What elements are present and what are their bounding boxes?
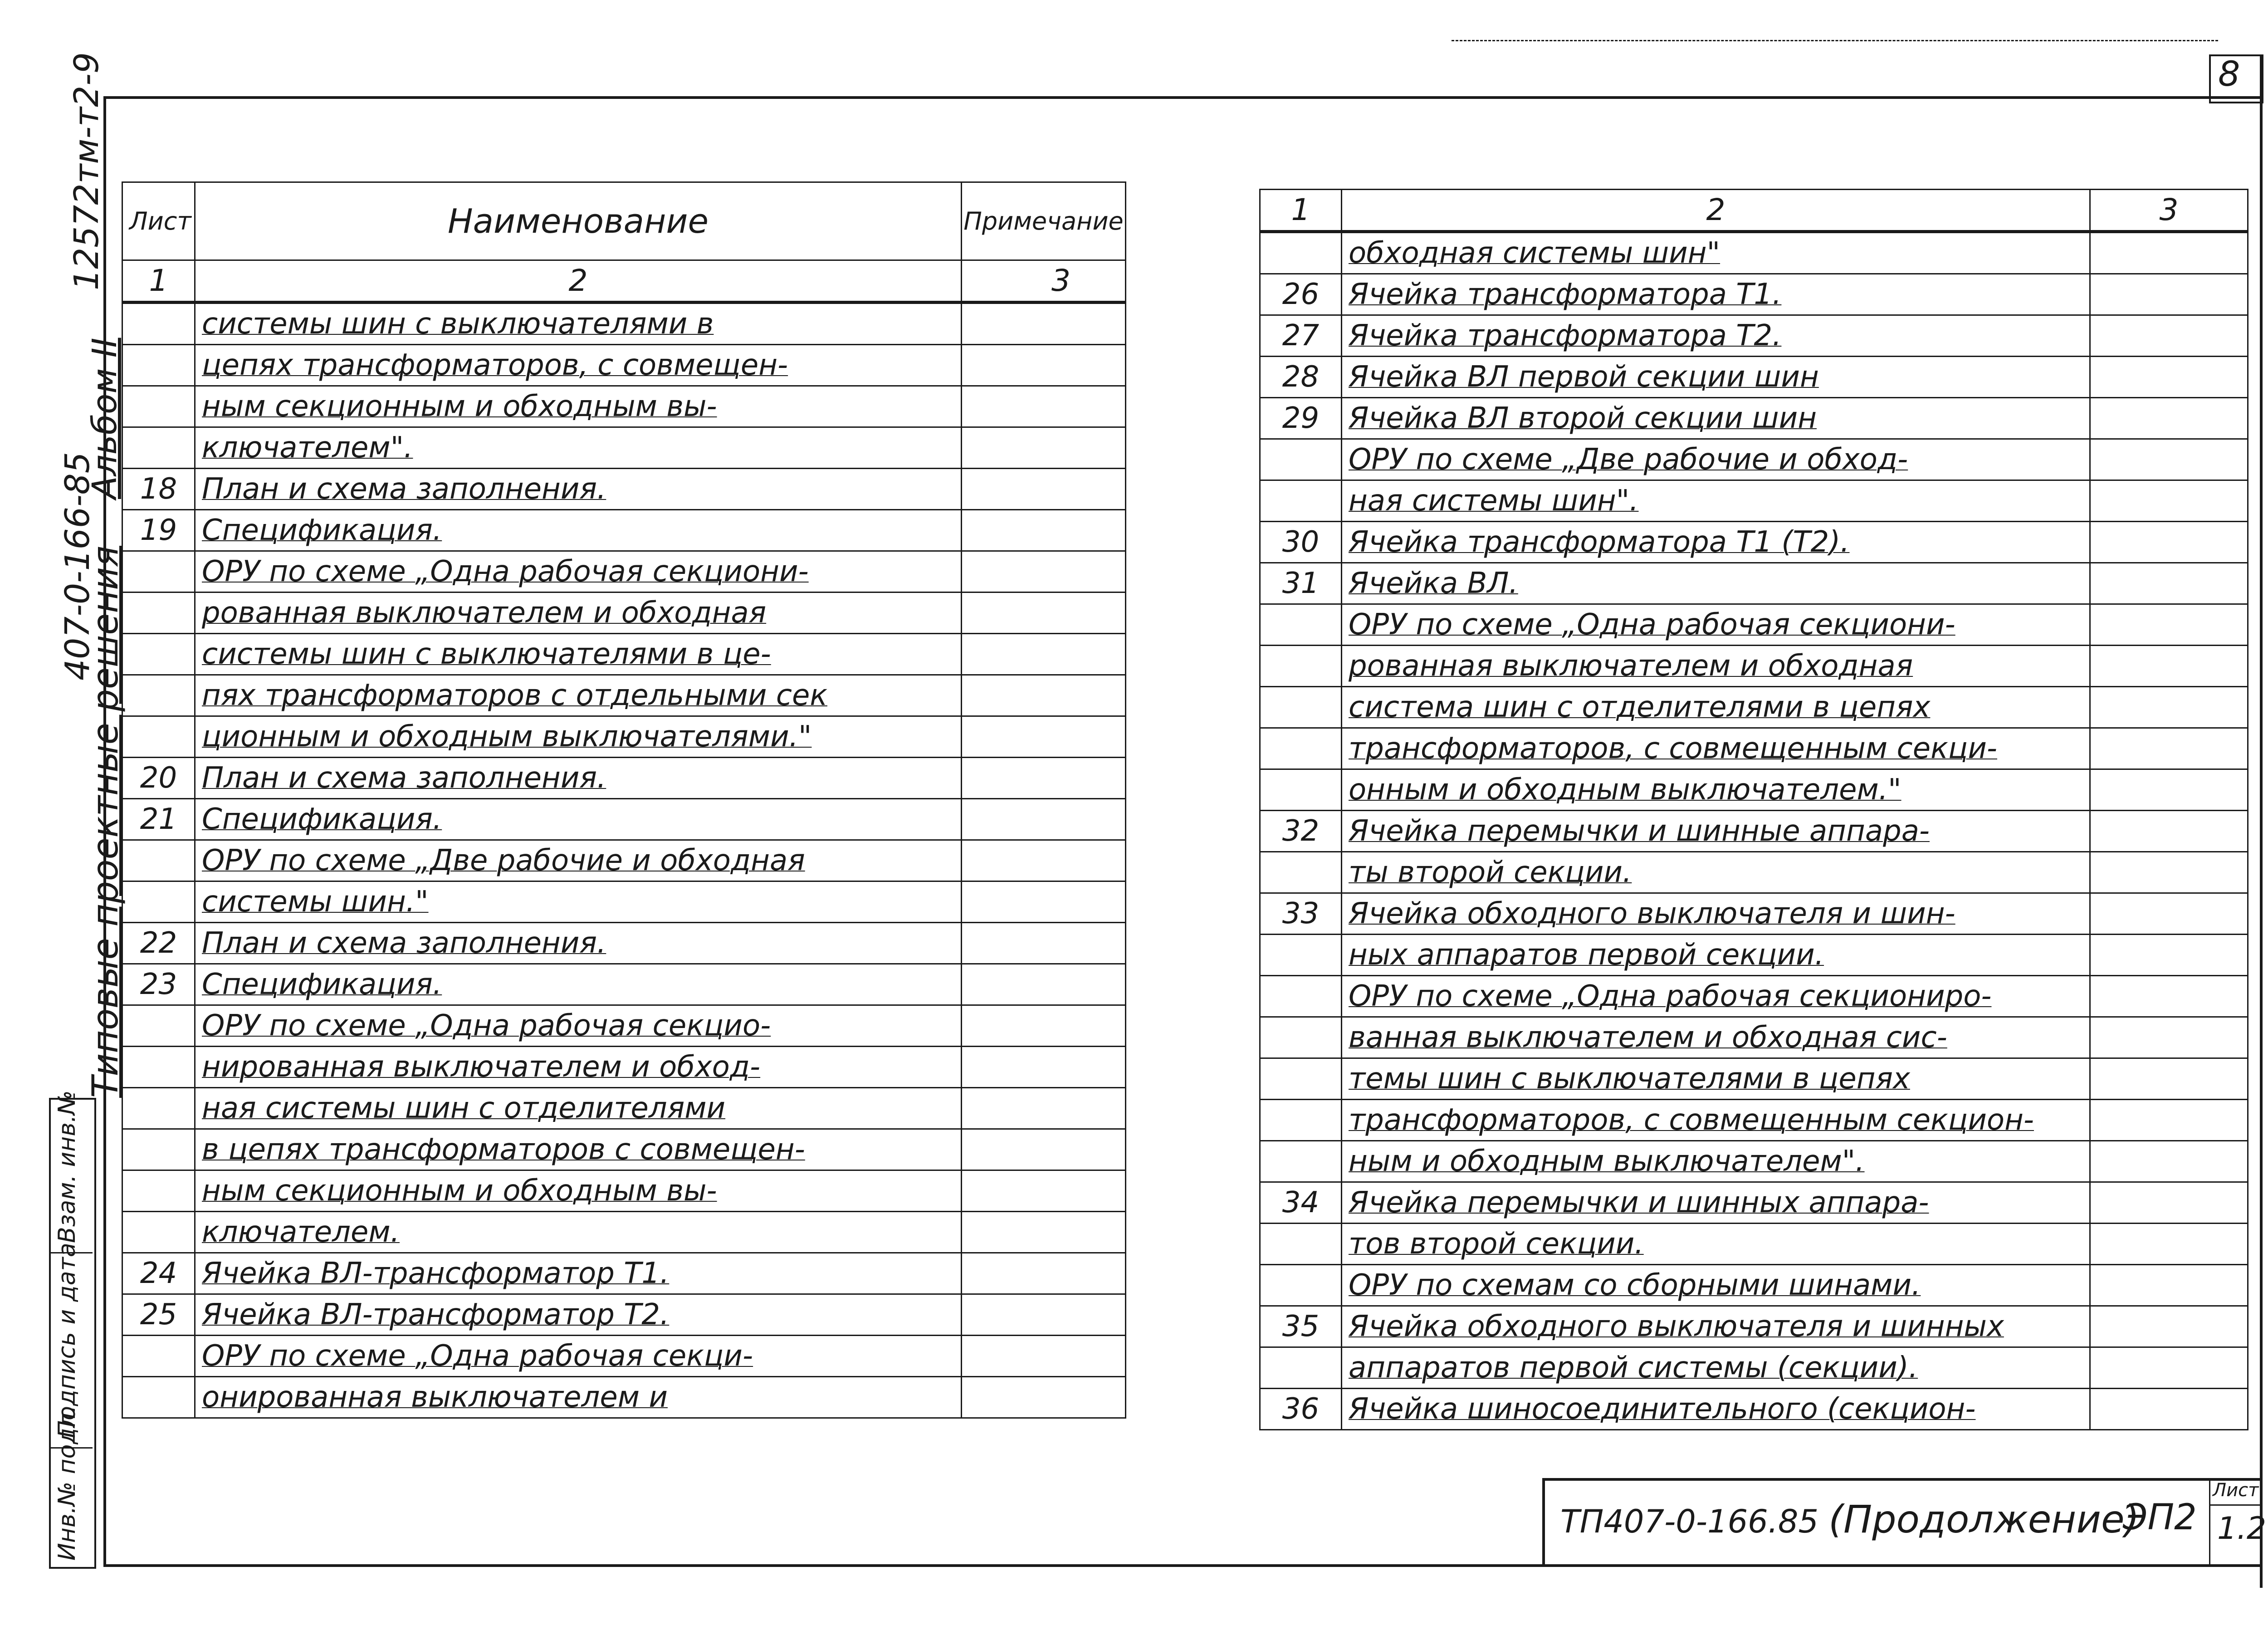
index-cell: 3 — [962, 260, 1126, 303]
section-code: ЭП2 — [2123, 1497, 2197, 1538]
note-cell — [962, 1088, 1126, 1129]
sheet-title-cell: ключателем. — [195, 1212, 962, 1253]
sheet-label: Лист — [2213, 1480, 2259, 1501]
note-cell — [962, 1253, 1126, 1294]
note-cell — [2090, 1100, 2248, 1141]
table-row — [1260, 439, 2248, 480]
sheet-number-cell — [1260, 1017, 1342, 1058]
left-register-table — [122, 181, 1126, 1419]
table-row — [122, 716, 1126, 758]
sheet-title-cell: ным секционным и обходным вы- — [195, 1170, 962, 1212]
sheet-title-cell: системы шин с выключателями в — [195, 303, 962, 345]
table-row — [122, 634, 1126, 675]
note-cell — [962, 427, 1126, 469]
table-row — [122, 675, 1126, 716]
sheet-number-cell: 20 — [122, 758, 195, 799]
index-cell: 2 — [195, 260, 962, 303]
sheet-title-cell: Ячейка шиносоединительного (секцион- — [1342, 1389, 2090, 1430]
sheet-title-cell: рованная выключателем и обходная — [1342, 646, 2090, 687]
sheet-title-cell: План и схема заполнения. — [195, 923, 962, 964]
note-cell — [2090, 852, 2248, 893]
sheet-title-cell: ОРУ по схеме „Одна рабочая секциони- — [1342, 604, 2090, 646]
sheet-title-cell: Ячейка ВЛ-трансформатор Т1. — [195, 1253, 962, 1294]
note-cell — [2090, 522, 2248, 563]
sheet-title-cell: онным и обходным выключателем." — [1342, 769, 2090, 811]
table-row — [122, 1377, 1126, 1418]
sheet-number-cell — [122, 592, 195, 634]
table-row — [122, 303, 1126, 345]
table-row — [1260, 935, 2248, 976]
table-row — [1260, 769, 2248, 811]
note-cell — [962, 716, 1126, 758]
sheet-title-cell: аппаратов первой системы (секции). — [1342, 1347, 2090, 1389]
sheet-number-cell — [122, 1377, 195, 1418]
note-cell — [962, 345, 1126, 386]
note-cell — [2090, 1306, 2248, 1347]
index-cell: 2 — [1342, 190, 2090, 232]
note-cell — [962, 1377, 1126, 1418]
sheet-title-cell: тов второй секции. — [1342, 1224, 2090, 1265]
table-row — [122, 386, 1126, 427]
sheet-number-cell — [122, 716, 195, 758]
note-cell — [2090, 1182, 2248, 1224]
table-index-row — [1260, 190, 2248, 232]
sheet-number-cell — [1260, 1347, 1342, 1389]
note-cell — [962, 634, 1126, 675]
sheet-title-cell: ных аппаратов первой секции. — [1342, 935, 2090, 976]
table-row — [122, 964, 1126, 1005]
sheet-title-cell: ОРУ по схемам со сборными шинами. — [1342, 1265, 2090, 1306]
sheet-label-line — [2209, 1504, 2260, 1506]
project-code: 407-0-166-85 — [58, 452, 97, 680]
table-row — [1260, 315, 2248, 357]
note-cell — [962, 510, 1126, 551]
sheet-number-cell — [122, 303, 195, 345]
sheet-title-cell: ключателем". — [195, 427, 962, 469]
header-sheet: Лист — [122, 182, 195, 260]
title-block-sheet-divider — [2209, 1478, 2210, 1564]
sheet-title-cell: ОРУ по схеме „Две рабочие и обходная — [195, 840, 962, 881]
note-cell — [962, 592, 1126, 634]
sheet-title-cell: Ячейка трансформатора Т1 (Т2). — [1342, 522, 2090, 563]
sheet-number-cell: 32 — [1260, 811, 1342, 852]
sheet-title-cell: Спецификация. — [195, 964, 962, 1005]
sheet-title-cell: ОРУ по схеме „Одна рабочая секциониро- — [1342, 976, 2090, 1017]
side-stamp-signature-date: Подпись и дата — [54, 1243, 81, 1438]
sheet-number-cell: 22 — [122, 923, 195, 964]
table-row — [1260, 563, 2248, 604]
note-cell — [2090, 274, 2248, 315]
table-row — [1260, 1141, 2248, 1182]
page-number: 8 — [2218, 54, 2240, 94]
sheet-number-cell: 18 — [122, 469, 195, 510]
frame-right-line — [2260, 54, 2263, 1588]
sheet-title-cell: ная системы шин". — [1342, 480, 2090, 522]
index-cell: 3 — [2090, 190, 2248, 232]
table-row — [122, 799, 1126, 840]
note-cell — [962, 1129, 1126, 1170]
sheet-number-cell: 21 — [122, 799, 195, 840]
frame-top-dash-line — [1452, 40, 2218, 41]
sheet-number-cell: 36 — [1260, 1389, 1342, 1430]
sheet-number-cell — [122, 1005, 195, 1047]
table-row — [1260, 852, 2248, 893]
note-cell — [2090, 357, 2248, 398]
sheet-number-cell: 35 — [1260, 1306, 1342, 1347]
note-cell — [962, 1170, 1126, 1212]
table-row — [1260, 728, 2248, 769]
table-row — [1260, 646, 2248, 687]
sheet-title-cell: Ячейка обходного выключателя и шинных — [1342, 1306, 2090, 1347]
sheet-number-cell: 29 — [1260, 398, 1342, 439]
sheet-title-cell: Ячейка ВЛ-трансформатор Т2. — [195, 1294, 962, 1336]
sheet-number-cell: 23 — [122, 964, 195, 1005]
sheet-number-cell — [1260, 439, 1342, 480]
note-cell — [2090, 1224, 2248, 1265]
table-row — [1260, 1224, 2248, 1265]
sheet-title-cell: онированная выключателем и — [195, 1377, 962, 1418]
sheet-number-cell — [122, 1212, 195, 1253]
sheet-number-cell — [122, 1170, 195, 1212]
sheet-number-cell — [122, 1088, 195, 1129]
table-row — [122, 1253, 1126, 1294]
sheet-number: 1.2 — [2217, 1511, 2267, 1547]
note-cell — [2090, 480, 2248, 522]
sheet-number-cell: 33 — [1260, 893, 1342, 935]
table-row — [1260, 232, 2248, 274]
title-block-divider — [1542, 1478, 1545, 1564]
sheet-number-cell: 30 — [1260, 522, 1342, 563]
sheet-title-cell: ОРУ по схеме „Две рабочие и обход- — [1342, 439, 2090, 480]
note-cell — [2090, 439, 2248, 480]
sheet-number-cell — [122, 427, 195, 469]
table-row — [122, 1212, 1126, 1253]
album-caption: Альбом II — [85, 338, 124, 499]
table-row — [122, 923, 1126, 964]
sheet-title-cell: Ячейка трансформатора Т1. — [1342, 274, 2090, 315]
note-cell — [2090, 935, 2248, 976]
sheet-number-cell — [1260, 852, 1342, 893]
table-row — [122, 469, 1126, 510]
sheet-number-cell — [1260, 1265, 1342, 1306]
note-cell — [962, 840, 1126, 881]
note-cell — [2090, 893, 2248, 935]
sheet-number-cell — [1260, 232, 1342, 274]
table-row — [1260, 274, 2248, 315]
sheet-title-cell: План и схема заполнения. — [195, 469, 962, 510]
sheet-title-cell: Ячейка ВЛ первой секции шин — [1342, 357, 2090, 398]
sheet-number-cell — [122, 345, 195, 386]
table-row — [1260, 357, 2248, 398]
table-row — [1260, 687, 2248, 728]
table-row — [1260, 398, 2248, 439]
sheet-title-cell: ционным и обходным выключателями." — [195, 716, 962, 758]
right-register-table — [1259, 189, 2248, 1430]
sheet-number-cell: 26 — [1260, 274, 1342, 315]
sheet-number-cell — [1260, 728, 1342, 769]
sheet-title-cell: Ячейка ВЛ. — [1342, 563, 2090, 604]
note-cell — [2090, 1347, 2248, 1389]
table-row — [122, 1005, 1126, 1047]
sheet-number-cell — [1260, 1224, 1342, 1265]
sheet-number-cell — [122, 386, 195, 427]
sheet-title-cell: Ячейка перемычки и шинные аппара- — [1342, 811, 2090, 852]
table-index-row — [122, 260, 1126, 303]
note-cell — [962, 758, 1126, 799]
table-row — [1260, 811, 2248, 852]
sheet-title-cell: Спецификация. — [195, 799, 962, 840]
sheet-title-cell: темы шин с выключателями в цепях — [1342, 1058, 2090, 1100]
sheet-number-cell — [122, 551, 195, 592]
sheet-title-cell: система шин с отделителями в цепях — [1342, 687, 2090, 728]
side-stamp-replace-no: Взам. инв.№ — [54, 1090, 81, 1243]
table-row — [1260, 1265, 2248, 1306]
table-row — [1260, 976, 2248, 1017]
table-row — [1260, 893, 2248, 935]
document-code — [1560, 1497, 2139, 1542]
sheet-title-cell: ОРУ по схеме „Одна рабочая секци- — [195, 1336, 962, 1377]
table-row — [1260, 1058, 2248, 1100]
note-cell — [2090, 1265, 2248, 1306]
title-block-top-line — [1542, 1478, 2260, 1481]
header-name: Наименование — [195, 182, 962, 260]
note-cell — [962, 1336, 1126, 1377]
note-cell — [2090, 811, 2248, 852]
note-cell — [962, 799, 1126, 840]
sheet-number-cell: 24 — [122, 1253, 195, 1294]
sheet-title-cell: в цепях трансформаторов с совмещен- — [195, 1129, 962, 1170]
sheet-title-cell: ная системы шин с отделителями — [195, 1088, 962, 1129]
note-cell — [962, 1047, 1126, 1088]
sheet-number-cell — [1260, 1100, 1342, 1141]
note-cell — [2090, 1141, 2248, 1182]
sheet-number-cell — [122, 634, 195, 675]
sheet-number-cell — [1260, 646, 1342, 687]
table-row — [122, 1336, 1126, 1377]
note-cell — [962, 469, 1126, 510]
note-cell — [962, 923, 1126, 964]
note-cell — [2090, 1389, 2248, 1430]
sheet-title-cell: ОРУ по схеме „Одна рабочая секциони- — [195, 551, 962, 592]
table-row — [122, 840, 1126, 881]
table-row — [122, 551, 1126, 592]
note-cell — [962, 675, 1126, 716]
note-cell — [2090, 1017, 2248, 1058]
note-cell — [962, 303, 1126, 345]
note-cell — [2090, 1058, 2248, 1100]
note-cell — [962, 551, 1126, 592]
note-cell — [2090, 687, 2248, 728]
sheet-title-cell: системы шин." — [195, 881, 962, 923]
sheet-number-cell: 19 — [122, 510, 195, 551]
table-row — [1260, 1182, 2248, 1224]
sheet-title-cell: ным секционным и обходным вы- — [195, 386, 962, 427]
table-row — [1260, 1389, 2248, 1430]
sheet-number-cell — [122, 1336, 195, 1377]
table-row — [1260, 1017, 2248, 1058]
note-cell — [962, 1212, 1126, 1253]
sheet-number-cell — [122, 675, 195, 716]
sheet-number-cell — [1260, 604, 1342, 646]
sheet-title-cell: Ячейка обходного выключателя и шин- — [1342, 893, 2090, 935]
series-caption: Типовые проектные решения — [85, 546, 126, 1098]
note-cell — [2090, 315, 2248, 357]
table-row — [122, 345, 1126, 386]
sheet-number-cell: 28 — [1260, 357, 1342, 398]
sheet-number-cell: 34 — [1260, 1182, 1342, 1224]
sheet-title-cell: нированная выключателем и обход- — [195, 1047, 962, 1088]
sheet-title-cell: рованная выключателем и обходная — [195, 592, 962, 634]
sheet-number-cell — [122, 881, 195, 923]
sheet-number-cell — [1260, 480, 1342, 522]
sheet-title-cell: цепях трансформаторов, с совмещен- — [195, 345, 962, 386]
sheet-number-cell — [122, 840, 195, 881]
header-note: Примечание — [962, 182, 1126, 260]
sheet-title-cell: трансформаторов, с совмещенным секци- — [1342, 728, 2090, 769]
note-cell — [962, 1005, 1126, 1047]
note-cell — [2090, 976, 2248, 1017]
sheet-number-cell — [1260, 769, 1342, 811]
note-cell — [962, 1294, 1126, 1336]
doc-code-text: ТП407-0-166.85 — [1560, 1503, 1818, 1540]
table-row — [122, 758, 1126, 799]
table-row — [1260, 1100, 2248, 1141]
sheet-title-cell: Ячейка перемычки и шинных аппара- — [1342, 1182, 2090, 1224]
table-row — [122, 592, 1126, 634]
note-cell — [962, 881, 1126, 923]
sheet-number-cell — [1260, 976, 1342, 1017]
note-cell — [2090, 604, 2248, 646]
table-row — [1260, 1306, 2248, 1347]
table-row — [122, 427, 1126, 469]
table-row — [1260, 480, 2248, 522]
sheet-number-cell: 31 — [1260, 563, 1342, 604]
note-cell — [2090, 232, 2248, 274]
table-row — [122, 1047, 1126, 1088]
note-cell — [2090, 646, 2248, 687]
sheet-title-cell: системы шин с выключателями в це- — [195, 634, 962, 675]
sheet-title-cell: трансформаторов, с совмещенным секцион- — [1342, 1100, 2090, 1141]
frame-bottom-line — [103, 1564, 2263, 1567]
sheet-title-cell: обходная системы шин" — [1342, 232, 2090, 274]
sheet-number-cell — [1260, 687, 1342, 728]
sheet-title-cell: ты второй секции. — [1342, 852, 2090, 893]
sheet-title-cell: ванная выключателем и обходная сис- — [1342, 1017, 2090, 1058]
note-cell — [2090, 398, 2248, 439]
table-row — [122, 1294, 1126, 1336]
table-row — [122, 1088, 1126, 1129]
sheet-number-cell — [1260, 1141, 1342, 1182]
sheet-title-cell: Ячейка трансформатора Т2. — [1342, 315, 2090, 357]
table-header-row — [122, 182, 1126, 260]
table-row — [122, 881, 1126, 923]
sheet-title-cell: Спецификация. — [195, 510, 962, 551]
table-row — [122, 1170, 1126, 1212]
sheet-title-cell: пях трансформаторов с отдельными сек — [195, 675, 962, 716]
table-row — [122, 510, 1126, 551]
table-row — [1260, 604, 2248, 646]
note-cell — [962, 964, 1126, 1005]
sheet-title-cell: План и схема заполнения. — [195, 758, 962, 799]
sheet-number-cell — [1260, 935, 1342, 976]
frame-top-line — [103, 96, 2263, 99]
note-cell — [962, 386, 1126, 427]
note-cell — [2090, 563, 2248, 604]
note-cell — [2090, 769, 2248, 811]
side-stamp-inv-no: Инв.№ подл. — [54, 1405, 81, 1561]
sheet-title-cell: Ячейка ВЛ второй секции шин — [1342, 398, 2090, 439]
sheet-number-cell: 27 — [1260, 315, 1342, 357]
sheet-number-cell — [122, 1047, 195, 1088]
sheet-number-cell — [1260, 1058, 1342, 1100]
sheet-number-cell: 25 — [122, 1294, 195, 1336]
sheet-title-cell: ОРУ по схеме „Одна рабочая секцио- — [195, 1005, 962, 1047]
table-row — [1260, 1347, 2248, 1389]
continuation-text: (Продолжение) — [1828, 1497, 2140, 1542]
index-cell: 1 — [1260, 190, 1342, 232]
table-row — [1260, 522, 2248, 563]
table-row — [122, 1129, 1126, 1170]
note-cell — [2090, 728, 2248, 769]
album-code: 12572тм-т2-9 — [67, 52, 106, 290]
index-cell: 1 — [122, 260, 195, 303]
sheet-title-cell: ным и обходным выключателем". — [1342, 1141, 2090, 1182]
sheet-number-cell — [122, 1129, 195, 1170]
